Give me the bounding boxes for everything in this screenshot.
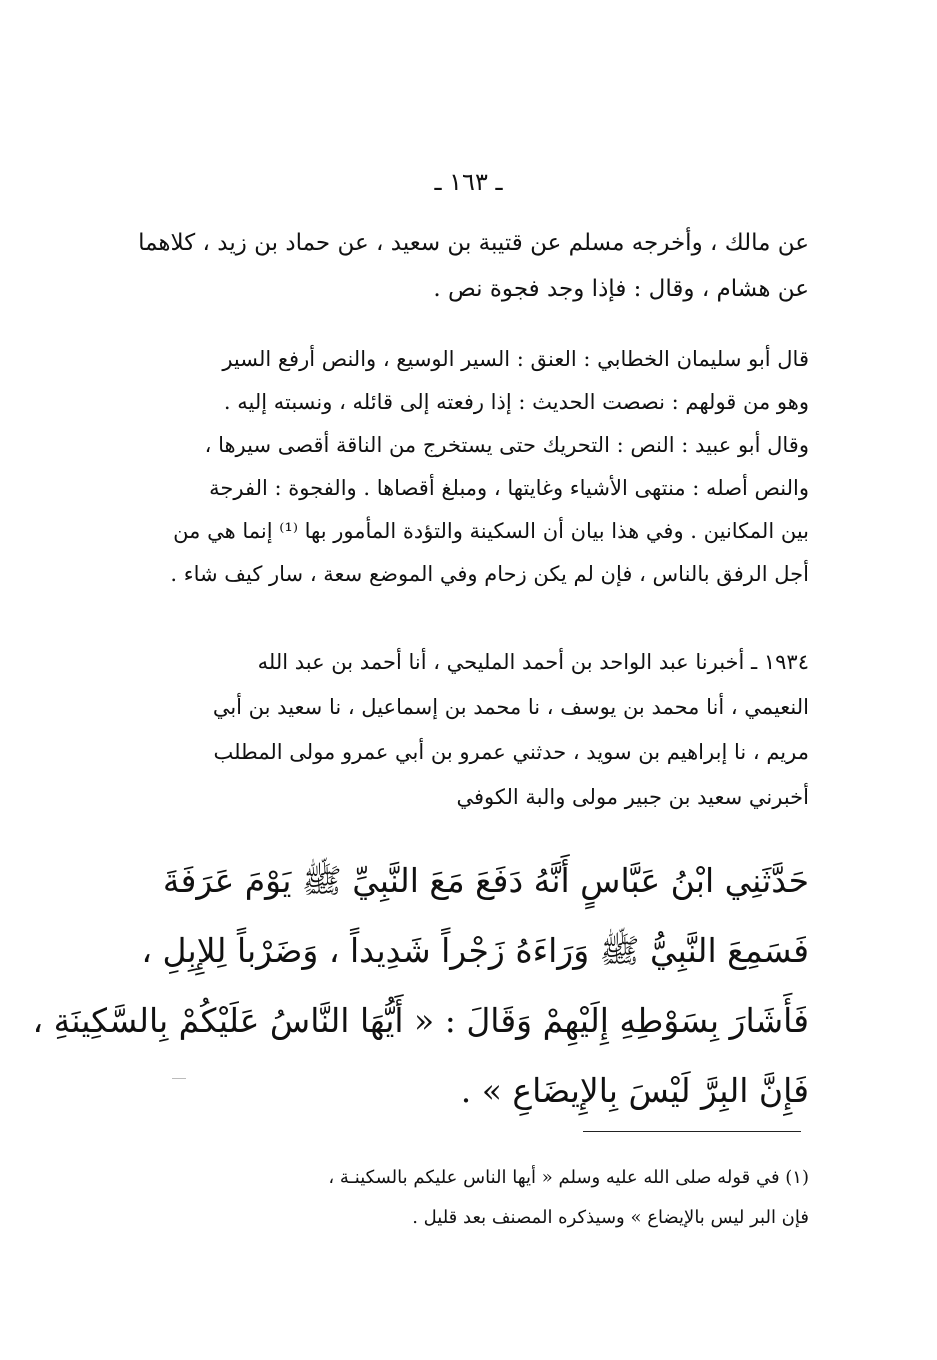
text-line: أجل الرفق بالناس ، فإن لم يكن زحام وفي الموضع سعة ، سار كيف شاء . xyxy=(170,562,809,586)
text-line: قال أبو سليمان الخطابي : العنق : السير الوسيع ، والنص أرفع السير xyxy=(222,347,809,371)
hadith-line: حَدَّثَنِي ابْنُ عَبَّاسٍ أَنَّهُ دَفَعَ مَعَ النَّبِيِّ ﷺ يَوْمَ عَرَفَةَ xyxy=(162,861,809,900)
hadith-line: فَأَشَارَ بِسَوْطِهِ إِلَيْهِمْ وَقَالَ : « أَيُّهَا النَّاسُ عَلَيْكُمْ بِالسَّكِينَةِ ، xyxy=(32,1001,809,1040)
text-line: ١٩٣٤ ـ أخبرنا عبد الواحد بن أحمد المليحي ، أنا أحمد بن عبد الله xyxy=(257,650,809,674)
text-line: النعيمي ، أنا محمد بن يوسف ، نا محمد بن إسماعيل ، نا سعيد بن أبي xyxy=(212,695,809,719)
text-line: وهو من قولهم : نصصت الحديث : إذا رفعته إلى قائله ، ونسبته إليه . xyxy=(223,390,809,414)
text-line: والنص أصله : منتهى الأشياء وغايتها ، ومبلغ أقصاها . والفجوة : الفرجة xyxy=(209,476,809,500)
footnote xyxy=(129,1158,809,1238)
margin-mark xyxy=(172,1078,186,1079)
commentary-paragraph xyxy=(129,338,809,596)
footnote-line: فإن البر ليس بالإيضاع » وسيذكره المصنف بعد قليل . xyxy=(412,1207,809,1228)
hadith-text-paragraph xyxy=(32,846,809,1126)
text-line: مريم ، نا إبراهيم بن سويد ، حدثني عمرو بن أبي عمرو مولى المطلب xyxy=(213,740,809,764)
text-line: عن هشام ، وقال : فإذا وجد فجوة نص . xyxy=(433,276,809,302)
intro-paragraph xyxy=(129,220,809,312)
hadith-chain-paragraph xyxy=(129,640,809,820)
footnote-line: (١) في قوله صلى الله عليه وسلم « أيها الناس عليكم بالسكينـة ، xyxy=(328,1167,809,1188)
text-line: أخبرني سعيد بن جبير مولى والبة الكوفي xyxy=(456,785,809,809)
text-line: بين المكانين . وفي هذا بيان أن السكينة والتؤدة المأمور بها ⁽¹⁾ إنما هي من xyxy=(173,519,809,543)
hadith-line: فَسَمِعَ النَّبِيُّ ﷺ وَرَاءَهُ زَجْراً شَدِيداً ، وَضَرْباً لِلإِبِلِ ، xyxy=(141,931,809,970)
footnote-divider xyxy=(583,1131,801,1132)
page-number: ـ ١٦٣ ـ xyxy=(434,168,503,196)
text-line: عن مالك ، وأخرجه مسلم عن قتيبة بن سعيد ، عن حماد بن زيد ، كلاهما xyxy=(138,230,809,256)
text-line: وقال أبو عبيد : النص : التحريك حتى يستخرج من الناقة أقصى سيرها ، xyxy=(204,433,809,457)
hadith-line: فَإِنَّ البِرَّ لَيْسَ بِالإِيضَاعِ » . xyxy=(460,1071,809,1110)
